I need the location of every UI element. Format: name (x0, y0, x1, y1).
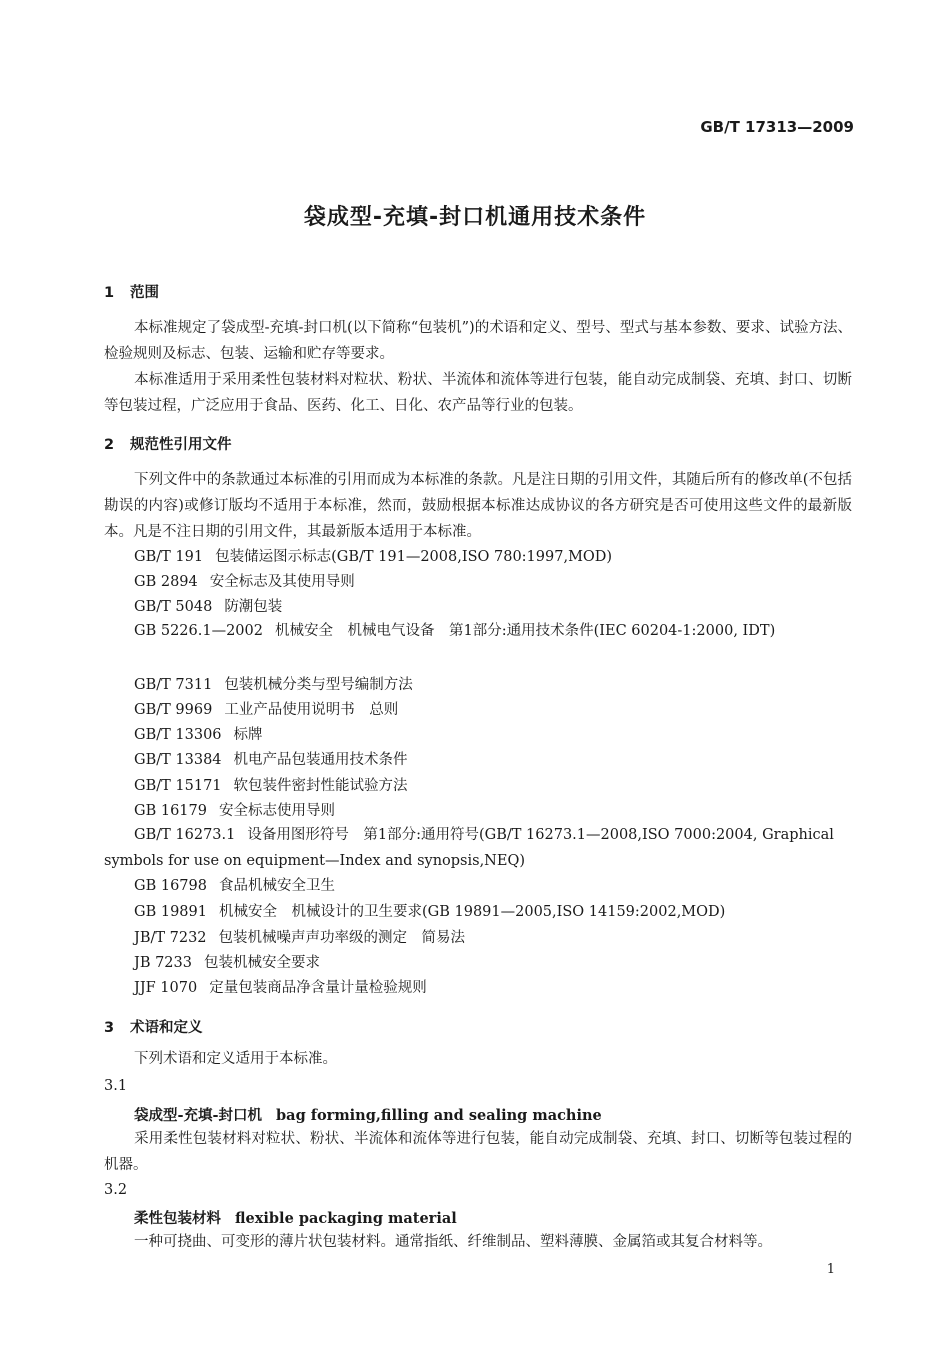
term-chinese: 柔性包装材料 (134, 1210, 221, 1227)
reference-item: GB/T 15171 软包装件密封性能试验方法 (134, 778, 408, 794)
term-definition: 采用柔性包装材料对粒状、粉状、半流体和流体等进行包装，能自动完成制袋、充填、封口、切断等包装过程的机器。 (104, 1131, 852, 1173)
reference-item: GB 2894 安全标志及其使用导则 (134, 574, 355, 590)
reference-item: GB/T 9969 工业产品使用说明书 总则 (134, 702, 399, 718)
document-title: 袋成型-充填-封口机通用技术条件 (303, 205, 647, 230)
scope-paragraph-2: 本标准适用于采用柔性包装材料对粒状、粉状、半流体和流体等进行包装，能自动完成制袋、充填、封口、切断等包装过程，广泛应用于食品、医药、化工、日化、农产品等行业的包装。 (104, 372, 852, 414)
reference-item: GB 5226.1—2002 机械安全 机械电气设备 第1部分:通用技术条件(IEC 60204-1:2000, IDT) (134, 623, 776, 639)
reference-item: GB 19891 机械安全 机械设计的卫生要求(GB 19891—2005,ISO 14159:2002,MOD) (134, 904, 726, 920)
term-english: bag forming,filling and sealing machine (276, 1107, 602, 1124)
section-number: 2 (104, 437, 115, 453)
section-3-heading (104, 1016, 203, 1037)
reference-item: GB 16179 安全标志使用导则 (134, 803, 335, 819)
reference-item: GB/T 16273.1 设备用图形符号 第1部分:通用符号(GB/T 16273.1—2008,ISO 7000:2004, Graphical symbols for use on equipment—Index and synopsis,NEQ) (104, 827, 834, 869)
reference-item: JB 7233 包装机械安全要求 (134, 955, 320, 971)
section-1-heading (104, 281, 159, 302)
scope-paragraph-1: 本标准规定了袋成型-充填-封口机(以下简称“包装机”)的术语和定义、型号、型式与基本参数、要求、试验方法、检验规则及标志、包装、运输和贮存等要求。 (104, 320, 852, 362)
section-2-heading (104, 433, 232, 454)
section-number: 3 (104, 1020, 115, 1036)
reference-item: GB/T 191 包装储运图示标志(GB/T 191—2008,ISO 780:1997,MOD) (134, 549, 613, 565)
reference-item: JB/T 7232 包装机械噪声声功率级的测定 简易法 (134, 930, 466, 946)
reference-item: GB/T 5048 防潮包装 (134, 599, 283, 615)
reference-item: GB 16798 食品机械安全卫生 (134, 878, 335, 894)
section-number: 1 (104, 285, 115, 301)
references-intro: 下列文件中的条款通过本标准的引用而成为本标准的条款。凡是注日期的引用文件，其随后所有的修改单(不包括勘误的内容)或修订版均不适用于本标准，然而，鼓励根据本标准达成协议的各方研究是否可使用这些文件的最新版本。凡是不注日期的引用文件，其最新版本适用于本标准。 (104, 472, 852, 540)
section-title: 术语和定义 (130, 1020, 203, 1036)
term-chinese: 袋成型-充填-封口机 (134, 1107, 263, 1124)
reference-item: JJF 1070 定量包装商品净含量计量检验规则 (134, 980, 427, 996)
term-number: 3.2 (104, 1182, 128, 1198)
term-number: 3.1 (104, 1078, 128, 1094)
page-number: 1 (826, 1262, 835, 1277)
term-heading (134, 1207, 457, 1228)
standard-number: GB/T 17313—2009 (700, 118, 854, 136)
section-title: 规范性引用文件 (130, 437, 232, 453)
reference-item: GB/T 7311 包装机械分类与型号编制方法 (134, 677, 413, 693)
term-definition: 一种可挠曲、可变形的薄片状包装材料。通常指纸、纤维制品、塑料薄膜、金属箔或其复合材料等。 (134, 1234, 772, 1250)
terms-intro: 下列术语和定义适用于本标准。 (134, 1051, 337, 1067)
term-heading (134, 1104, 602, 1125)
term-english: flexible packaging material (235, 1210, 457, 1227)
section-title: 范围 (130, 285, 159, 301)
reference-item: GB/T 13384 机电产品包装通用技术条件 (134, 752, 408, 768)
reference-item: GB/T 13306 标牌 (134, 727, 263, 743)
